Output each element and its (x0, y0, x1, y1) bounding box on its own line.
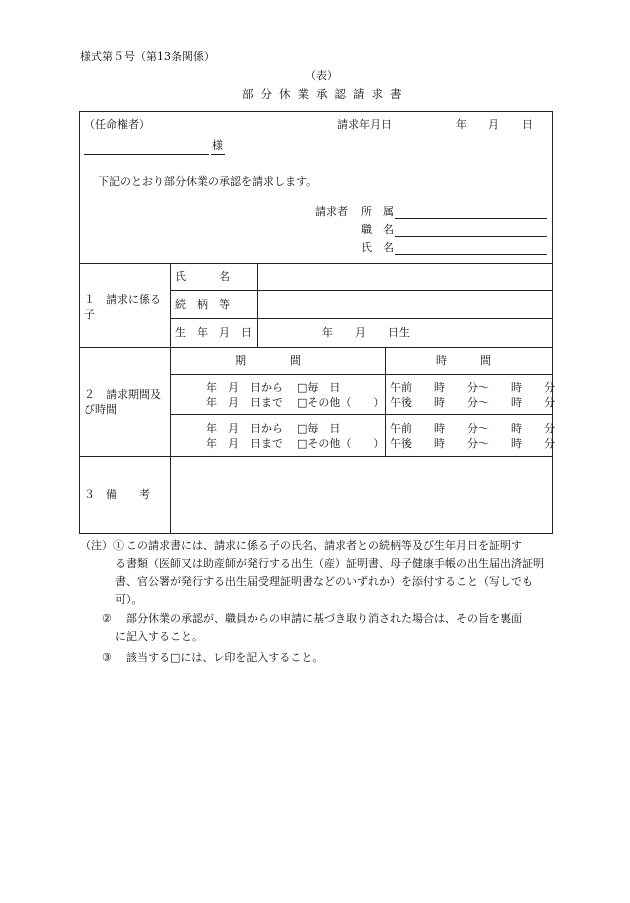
child-name-label: 氏 名 (175, 270, 230, 283)
note2-line1: 部分休業の承認が、職員からの申請に基づき取り消された場合は、その旨を裏面 (126, 612, 522, 625)
birthdate-label: 生 年 月 日 (175, 326, 252, 339)
note2-line2: に記入すること。 (115, 630, 203, 643)
relationship-label: 続 柄 等 (175, 298, 230, 311)
requester-label: 請求者 (315, 205, 348, 218)
section2-label: ２ 請求期間及び時間 (84, 388, 161, 416)
entry1-pm-range: 午後 時 分～ 時 分 (390, 396, 555, 409)
entry1-to: 年 月 日まで (206, 396, 283, 409)
section1-label: １ 請求に係る子 (84, 293, 161, 321)
entry1-am-range: 午前 時 分～ 時 分 (390, 381, 555, 394)
divider-s2-row (170, 414, 553, 415)
request-body-text: 下記のとおり部分休業の承認を請求します。 (98, 175, 318, 188)
birthdate-value: 年 月 日生 (322, 326, 410, 339)
position-line (395, 236, 547, 237)
date-month: 月 (488, 118, 499, 131)
note1-line4: 可）。 (115, 593, 143, 606)
entry2-pm-range: 午後 時 分～ 時 分 (390, 437, 555, 450)
note-prefix: （注）① (80, 539, 124, 552)
authority-label: （任命権者） (84, 118, 150, 131)
entry1-from: 年 月 日から (206, 381, 283, 394)
date-day: 日 (522, 118, 533, 131)
note1-line2: る書類（医師又は助産師が発行する出生（産）証明書、母子健康手帳の出生届出済証明 (115, 557, 544, 570)
authority-underline (84, 154, 209, 155)
divider-s2-end (79, 456, 553, 457)
entry1-option-other: □その他（ ） (297, 396, 385, 409)
note3-mark: ③ (102, 651, 112, 664)
note1-line3: 書、官公署が発行する出生届受理証明書などのいずれか）を添付すること（写しでも (115, 575, 533, 588)
entry2-option-other: □その他（ ） (297, 437, 385, 450)
position-label: 職 名 (361, 223, 394, 236)
section3-label: ３ 備 考 (84, 488, 150, 501)
entry2-to: 年 月 日まで (206, 437, 283, 450)
name-label: 氏 名 (361, 241, 394, 254)
sama-underline (211, 154, 225, 155)
divider-s1-a (170, 290, 553, 291)
period-header: 期 間 (235, 354, 301, 367)
affiliation-line (395, 218, 547, 219)
entry2-from: 年 月 日から (206, 422, 283, 435)
date-year: 年 (456, 118, 467, 131)
entry1-option-daily: □毎 日 (297, 381, 341, 394)
note1-line1: この請求書には、請求に係る子の氏名、請求者との続柄等及び生年月日を証明す (126, 539, 522, 552)
divider-s1-field (257, 263, 258, 347)
divider-s1-b (170, 318, 553, 319)
note3-text: 該当する□には、レ印を記入すること。 (126, 651, 324, 664)
form-title: 部分休業承認請求書 (242, 87, 409, 101)
divider-s2-time (385, 347, 386, 456)
divider-s2-head (170, 374, 553, 375)
divider-label-col (170, 263, 171, 534)
entry2-am-range: 午前 時 分～ 時 分 (390, 422, 555, 435)
name-line (395, 254, 547, 255)
note2-mark: ② (102, 612, 112, 625)
divider-s1-end (79, 347, 553, 348)
divider-header (79, 263, 553, 264)
affiliation-label: 所 属 (361, 205, 394, 218)
request-date-label: 請求年月日 (337, 118, 392, 131)
time-header: 時 間 (436, 354, 491, 367)
form-number: 様式第５号（第13条関係） (80, 50, 215, 63)
side-label: （表） (305, 69, 338, 82)
entry2-option-daily: □毎 日 (297, 422, 341, 435)
sama-label: 様 (212, 139, 223, 152)
